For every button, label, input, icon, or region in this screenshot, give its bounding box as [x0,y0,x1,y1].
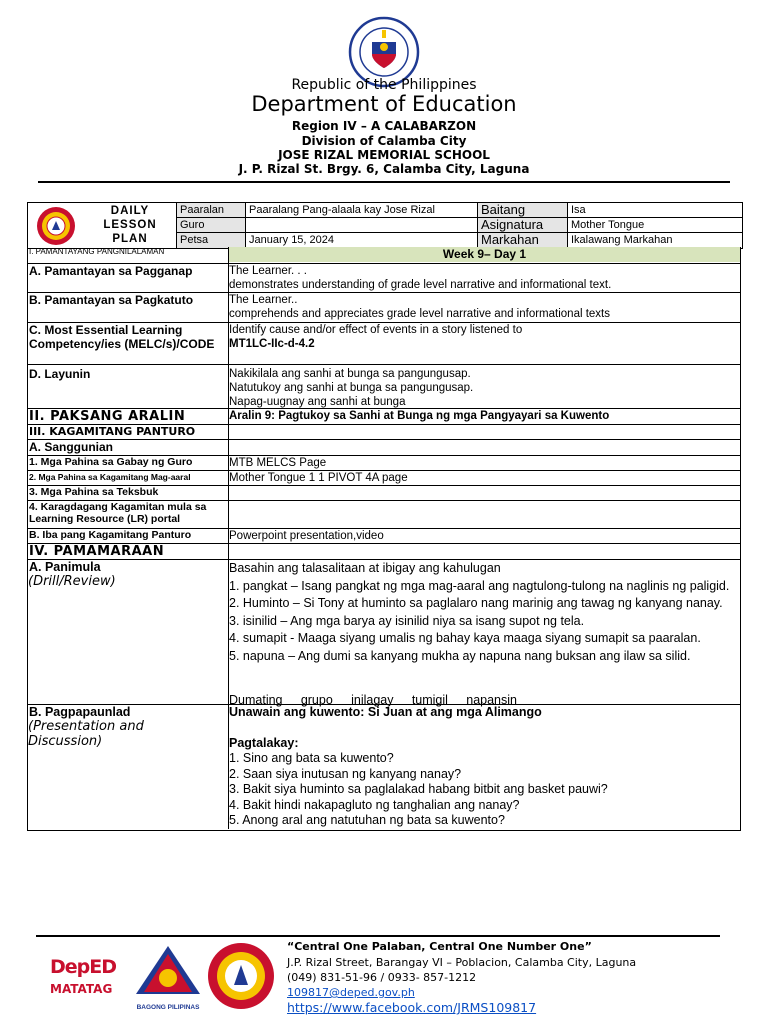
teacher-value [245,218,477,233]
school-label: Paaralan [176,203,245,218]
procedure-row [28,544,740,560]
lesson-info-table [27,202,743,249]
word-bank-item: inilagay [351,693,394,707]
school-logo-icon [36,206,76,246]
discussion-question: 4. Bakit hindi nakapagluto ng tanghalian ang nanay? [229,797,520,812]
grade-value: Isa [567,203,740,218]
date-label: Petsa [176,233,245,248]
materials-label: III. KAGAMITANG PANTURO [29,425,196,438]
learning-standard-label: B. Pamantayan sa Pagkatuto [29,293,194,307]
bagong-pilipinas-icon [130,944,206,999]
footer-phone: (049) 831-51-96 / 0933- 857-1212 [287,971,477,984]
republic-heading: Republic of the Philippines [291,77,477,93]
melc-competency: Identify cause and/or effect of events in a story listened to [229,324,523,336]
other-materials-label: B. Iba pang Kagamitang Panturo [29,529,192,541]
discussion-question: 1. Sino ang bata sa kuwento? [229,751,394,765]
performance-standard-line1: The Learner. . . [229,265,307,277]
school-value: Paaralang Pang-alaala kay Jose Rizal [245,203,477,218]
subject-label: Asignatura [477,218,567,233]
discussion-question: 3. Bakit siya huminto sa paglalakad habang bitbit ang basket pauwi? [229,782,608,796]
textbook-row [28,486,740,501]
word-bank-item: napansin [466,693,517,707]
vocab-item: 5. napuna – Ang dumi sa kanyang mukha ay napuna nang buksan ang ilaw sa silid. [229,648,691,663]
lr-portal-label-line2: Learning Resource (LR) portal [29,513,181,525]
division-heading: Division of Calamba City [301,134,467,148]
vocab-item: 1. pangkat – Isang pangkat ng mga mag-aaral ang nagtulong-tulong na naglinis ng paligid. [229,578,730,593]
department-heading: Department of Education [251,92,517,116]
review-sublabel: (Drill/Review) [28,574,116,589]
presentation-row [28,705,740,829]
section1-label: I. PAMANTAYANG PANGNILALAMAN [29,247,165,256]
lr-portal-row [28,501,740,529]
deped-wordmark: DepED [50,956,117,978]
lr-portal-label-line1: 4. Karagdagang Kagamitan mula sa [29,501,207,513]
textbook-label: 3. Mga Pahina sa Teksbuk [29,486,159,498]
procedure-label: IV. PAMAMARAAN [29,544,165,559]
vocab-item: 4. sumapit - Maaga siyang umalis ng bahay kaya maaga siyang sumapit sa paaralan. [229,631,701,645]
lesson-plan-table [27,247,741,831]
objective-1: Nakikilala ang sanhi at bunga sa pangungusap. [229,368,471,380]
school-heading: JOSE RIZAL MEMORIAL SCHOOL [278,148,490,162]
teacher-label: Guro [176,218,245,233]
deped-matatag-logo [50,956,125,996]
word-bank-item: Dumating [229,693,283,707]
footer-facebook-link[interactable]: https://www.facebook.com/JRMS109817 [287,1000,537,1015]
other-materials-value: Powerpoint presentation,video [229,530,384,542]
footer-address: J.P. Rizal Street, Barangay VI – Poblacion, Calamba City, Laguna [287,956,637,969]
learner-material-label: 2. Mga Pahina sa Kagamitang Mag-aaral [29,472,191,482]
subject-matter-label: II. PAKSANG ARALIN [29,409,186,424]
section-content-standards-row [28,247,740,264]
school-footer-logo-icon [206,941,276,1011]
footer-divider [36,935,720,937]
melc-label-line2: Competency/ies (MELC/s)/CODE [29,337,215,351]
learning-standard-line1: The Learner.. [229,294,298,306]
discussion-question: 5. Anong aral ang natutuhan ng bata sa kuwento? [229,813,505,827]
melc-code: MT1LC-IIc-d-4.2 [229,338,315,350]
objective-2: Natutukoy ang sanhi at bunga sa pangungusap. [229,382,474,394]
teacher-guide-label: 1. Mga Pahina sa Gabay ng Guro [29,456,193,468]
objective-3: Napag-uugnay ang sanhi at bunga [229,396,406,408]
footer-motto: “Central One Palaban, Central One Number One” [287,940,592,953]
other-materials-row [28,529,740,544]
melc-row [28,323,740,365]
references-row [28,440,740,456]
word-bank-item: tumigil [411,693,448,707]
vocab-item: 2. Huminto – Si Tony at huminto sa paglalaro nang marinig ang tawag ng kanyang nanay. [229,596,723,610]
word-bank-item: grupo [300,693,333,707]
melc-label-line1: C. Most Essential Learning [29,323,183,337]
learner-material-row [28,471,740,486]
objectives-label: D. Layunin [29,367,91,381]
teacher-guide-value: MTB MELCS Page [229,457,327,469]
grade-label: Baitang [477,203,567,218]
week-day-label: Week 9– Day 1 [229,247,740,262]
review-intro: Basahin ang talasalitaan at ibigay ang kahulugan [229,561,501,575]
vocab-item: 3. isinilid – Ang mga barya ay isinilid niya sa isang supot ng tela. [229,613,585,628]
footer-email-link[interactable]: 109817@deped.gov.ph [287,986,415,999]
presentation-sublabel-line1: (Presentation and [28,719,144,734]
materials-row [28,425,740,440]
subject-matter-value: Aralin 9: Pagtukoy sa Sanhi at Bunga ng mga Pangyayari sa Kuwento [229,410,610,422]
learning-standard-row [28,293,740,323]
quarter-value: Ikalawang Markahan [567,233,740,248]
review-label: A. Panimula [29,560,101,574]
date-value: January 15, 2024 [245,233,477,248]
header-divider [38,181,730,183]
presentation-label: B. Pagpapaunlad [29,705,131,719]
learning-standard-line2: comprehends and appreciates grade level narrative and informational texts [229,308,610,320]
performance-standard-row [28,264,740,293]
subject-value: Mother Tongue [567,218,740,233]
discussion-heading: Pagtalakay: [229,736,299,750]
bagong-pilipinas-logo [130,944,206,1011]
performance-standard-line2: demonstrates understanding of grade level narrative and informational text. [229,279,612,291]
review-row [28,560,740,705]
objectives-row [28,365,740,409]
performance-standard-label: A. Pamantayan sa Pagganap [29,264,193,278]
dlp-title: DAILY LESSON PLAN [103,205,157,245]
presentation-sublabel-line2: Discussion) [28,734,103,749]
quarter-label: Markahan [477,233,567,248]
subject-matter-row [28,409,740,425]
address-heading: J. P. Rizal St. Brgy. 6, Calamba City, Laguna [238,162,530,176]
discussion-question: 2. Saan siya inutusan ng kanyang nanay? [229,766,462,781]
bagong-pilipinas-label: BAGONG PILIPINAS [136,1004,200,1011]
teacher-guide-row [28,456,740,471]
region-heading: Region IV – A CALABARZON [291,119,477,133]
references-label: A. Sanggunian [29,440,113,454]
matatag-wordmark: MATATAG [50,982,113,996]
story-title: Unawain ang kuwento: Si Juan at ang mga Alimango [229,705,542,719]
learner-material-value: Mother Tongue 1 1 PIVOT 4A page [229,472,408,484]
